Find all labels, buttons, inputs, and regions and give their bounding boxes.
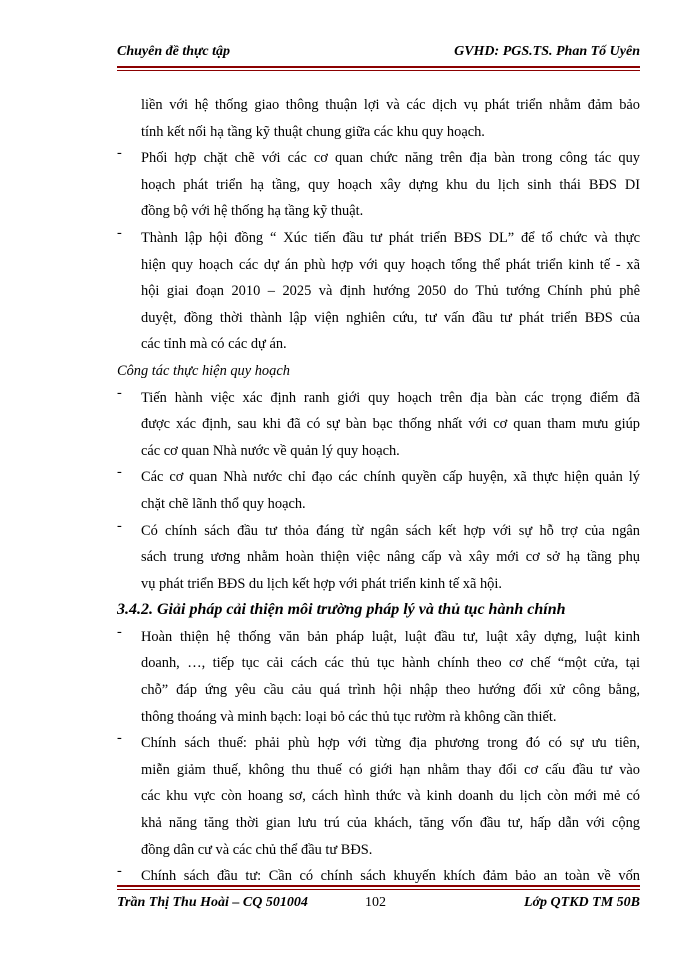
text-line: Thành lập hội đồng “ Xúc tiến đầu tư phát triển BĐS DL” để tổ chức và thực — [141, 229, 640, 246]
bullet-dash: - — [117, 863, 122, 880]
bullet-item — [117, 385, 640, 465]
text-line: hoạch phát triển hạ tầng, quy hoạch xây dựng khu du lịch sinh thái BĐS DI — [141, 176, 640, 193]
bullet-dash: - — [117, 384, 122, 401]
bullet-dash: - — [117, 224, 122, 241]
text-line: liền với hệ thống giao thông thuận lợi và các dịch vụ phát triển nhằm đảm bảo — [141, 97, 640, 113]
text-line: các cơ quan Nhà nước về quản lý quy hoạch. — [141, 442, 400, 459]
subheading: Công tác thực hiện quy hoạch — [117, 362, 290, 379]
text-line: được xác định, sau khi đã có sự bàn bạc thống nhất với cơ quan tham mưu giúp — [141, 416, 640, 433]
bullet-item — [117, 225, 640, 358]
header-rule-thin — [117, 70, 640, 71]
text-line: Chính sách đầu tư: Cần có chính sách khuyến khích đảm bảo an toàn về vốn — [141, 868, 640, 885]
footer-author: Trần Thị Thu Hoài – CQ 501004 — [117, 895, 308, 910]
bullet-item — [117, 518, 640, 598]
text-line: doanh, …, tiếp tục cải cách các thủ tục hành chính theo cơ chế “một cửa, tại — [141, 655, 640, 672]
text-line: Có chính sách đầu tư thỏa đáng từ ngân sách kết hợp với sự hỗ trợ của ngân — [141, 522, 640, 539]
text-line: Chính sách thuế: phải phù hợp với từng địa phương trong đó có sự ưu tiên, — [141, 735, 640, 752]
text-line: duyệt, đồng thời thành lập viện nghiên cứu, tư vấn đầu tư phát triển BĐS của — [141, 309, 640, 326]
text-line: vụ phát triển BĐS du lịch kết hợp với phát triển kinh tế xã hội. — [141, 575, 502, 592]
text-line: tính kết nối hạ tầng kỹ thuật chung giữa các khu quy hoạch. — [141, 123, 485, 140]
page-footer — [117, 895, 640, 917]
header-right-advisor: GVHD: PGS.TS. Phan Tố Uyên — [454, 44, 640, 59]
bullet-dash: - — [117, 623, 122, 640]
document-body — [117, 92, 640, 890]
bullet-dash: - — [117, 145, 122, 162]
text-line: các khu vực còn hoang sơ, cách hình thức và kinh doanh du lịch còn mới mẻ có — [141, 788, 640, 805]
text-line: thông thoáng và minh bạch: loại bỏ các thủ tục rườm rà không cần thiết. — [141, 708, 557, 725]
text-line: đồng dân cư và các chủ thể đầu tư BĐS. — [141, 841, 373, 858]
bullet-dash: - — [117, 730, 122, 747]
header-rule-thick — [117, 66, 640, 68]
bullet-item — [117, 624, 640, 730]
page-header — [117, 44, 640, 66]
bullet-dash: - — [117, 517, 122, 534]
bullet-item — [117, 145, 640, 225]
footer-rule-thick — [117, 885, 640, 887]
text-line: miễn giảm thuế, không thu thuế có giới hạn nhằm thay đổi cơ cấu đầu tư vào — [141, 761, 640, 778]
text-line: chỗ” đáp ứng yêu cầu cảu quá trình hội nhập theo hướng đối xử công bằng, — [141, 682, 640, 699]
bullet-dash: - — [117, 464, 122, 481]
text-line: các tỉnh mà có các dự án. — [141, 336, 287, 353]
text-line: Tiến hành việc xác định ranh giới quy hoạch trên địa bàn các trọng điểm đã — [141, 389, 640, 406]
bullet-item — [117, 464, 640, 517]
text-line: Hoàn thiện hệ thống văn bản pháp luật, luật đầu tư, luật xây dựng, luật kinh — [141, 628, 640, 645]
text-line: sách trung ương nhằm hoàn thiện việc nâng cấp và xây mới cơ sở hạ tầng phụ — [141, 549, 640, 566]
text-line: chặt chẽ lãnh thổ quy hoạch. — [141, 495, 306, 512]
section-heading: 3.4.2. Giải pháp cải thiện môi trường pháp lý và thủ tục hành chính — [117, 601, 566, 619]
text-line: khả năng tăng thời gian lưu trú của khách, tăng vốn đầu tư, hấp dẫn với cộng — [141, 815, 640, 832]
text-line: hiện quy hoạch các dự án phù hợp với quy hoạch tổng thể phát triển kinh tế - xã — [141, 256, 640, 273]
text-line: Các cơ quan Nhà nước chỉ đạo các chính quyền cấp huyện, xã thực hiện quản lý — [141, 469, 640, 486]
text-line: hội giai đoạn 2010 – 2025 và định hướng 2050 do Thủ tướng Chính phủ phê — [141, 283, 640, 300]
text-line: đồng bộ với hệ thống hạ tầng kỹ thuật. — [141, 203, 364, 220]
footer-rule-thin — [117, 889, 640, 890]
bullet-item — [117, 730, 640, 863]
footer-class: Lớp QTKD TM 50B — [523, 895, 640, 910]
text-line: Phối hợp chặt chẽ với các cơ quan chức năng trên địa bàn trong công tác quy — [141, 150, 640, 167]
header-left-title: Chuyên đề thực tập — [117, 44, 231, 59]
page-number: 102 — [365, 895, 386, 910]
